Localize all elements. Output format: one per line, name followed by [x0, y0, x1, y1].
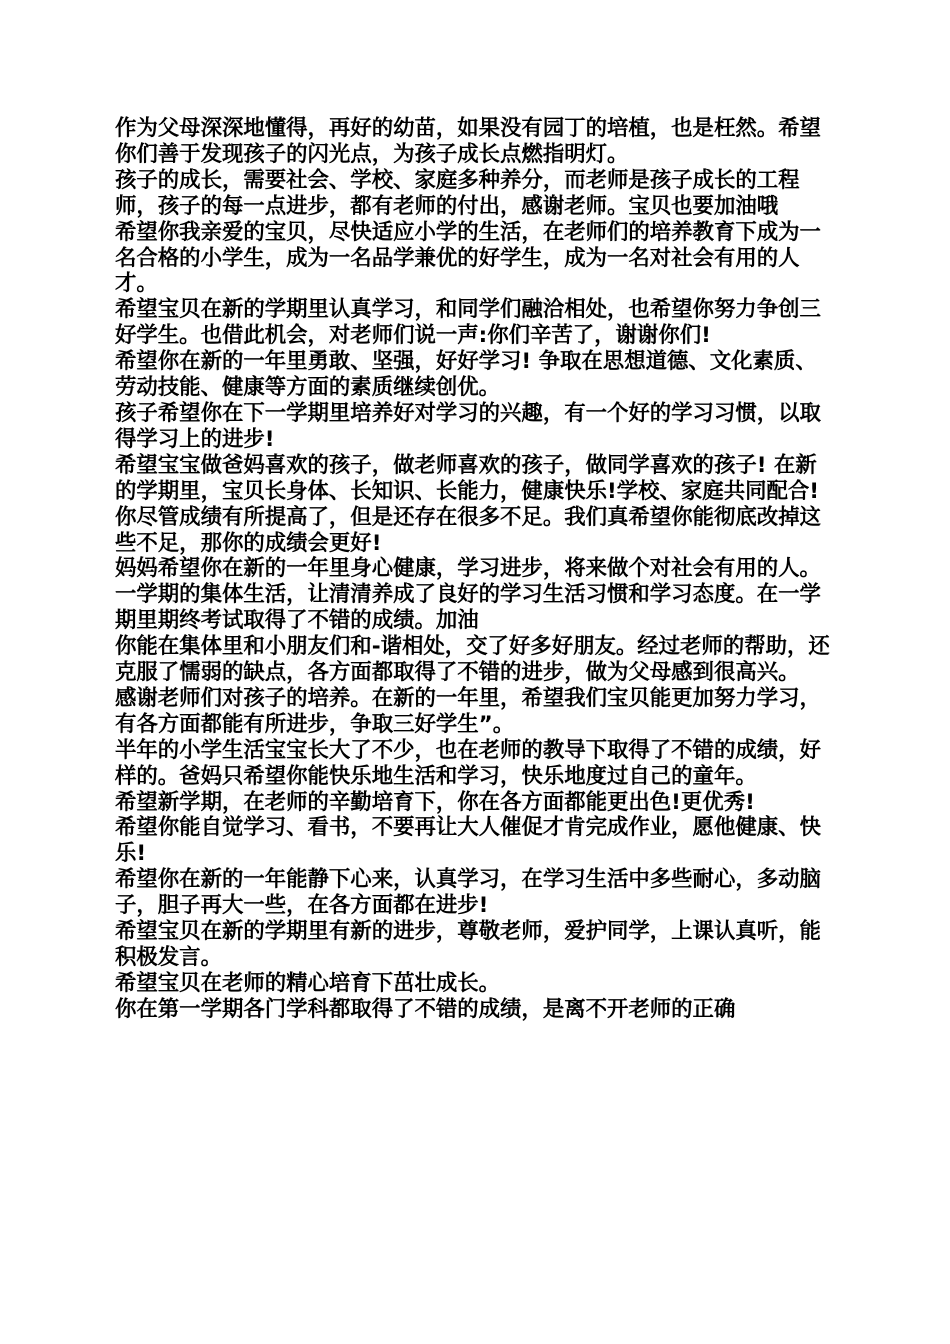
paragraph-9: 妈妈希望你在新的一年里身心健康，学习进步，将来做个对社会有用的人。 一学期的集体生活，让清清养成了良好的学习生活习惯和学习态度。在一学期里期终考试取得了不错的成绩。加油 — [115, 556, 821, 634]
paragraph-16: 希望宝贝在新的学期里有新的进步，尊敬老师，爱护同学，上课认真听，能积极发言。 — [115, 919, 821, 970]
paragraph-17: 希望宝贝在老师的精心培育下茁壮成长。 — [115, 970, 501, 996]
paragraph-8: 你尽管成绩有所提高了，但是还存在很多不足。我们真希望你能彻底改掉这些不足，那你的成绩会更好! — [115, 504, 821, 556]
paragraph-14: 希望你能自觉学习、看书，不要再让大人催促才肯完成作业，愿他健康、快乐! — [115, 815, 821, 867]
paragraph-6: 孩子希望你在下一学期里培养好对学习的兴趣，有一个好的学习习惯，以取得学习上的进步! — [115, 400, 821, 452]
paragraph-1: 作为父母深深地懂得，再好的幼苗，如果没有园丁的培植，也是枉然。希望你们善于发现孩子的闪光点，为孩子成长点燃指明灯。 — [115, 116, 821, 167]
paragraph-3: 希望你我亲爱的宝贝，尽快适应小学的生活，在老师们的培养教育下成为一名合格的小学生，成为一名品学兼优的好学生，成为一名对社会有用的人才。 — [115, 219, 821, 297]
paragraph-12: 半年的小学生活宝宝长大了不少，也在老师的教导下取得了不错的成绩，好样的。爸妈只希望你能快乐地生活和学习，快乐地度过自己的童年。 — [115, 737, 821, 789]
paragraph-2: 孩子的成长，需要社会、学校、家庭多种养分，而老师是孩子成长的工程师，孩子的每一点进步，都有老师的付出，感谢老师。宝贝也要加油哦 — [115, 167, 800, 219]
document-body — [115, 116, 837, 1023]
paragraph-11: 感谢老师们对孩子的培养。在新的一年里，希望我们宝贝能更加努力学习，有各方面都能有所进步，争取三好学生”。 — [115, 685, 821, 737]
paragraph-7: 希望宝宝做爸妈喜欢的孩子，做老师喜欢的孩子，做同学喜欢的孩子! 在新的学期里，宝贝长身体、长知识、长能力，健康快乐!学校、家庭共同配合! — [115, 452, 820, 504]
paragraph-5: 希望你在新的一年里勇敢、坚强，好好学习! 争取在思想道德、文化素质、劳动技能、健康等方面的素质继续创优。 — [115, 349, 817, 401]
paragraph-13: 希望新学期，在老师的辛勤培育下，你在各方面都能更出色!更优秀! — [115, 789, 755, 815]
paragraph-18: 你在第一学期各门学科都取得了不错的成绩，是离不开老师的正确 — [115, 996, 736, 1022]
paragraph-15: 希望你在新的一年能静下心来，认真学习，在学习生活中多些耐心，多动脑子，胆子再大一些，在各方面都在进步! — [115, 867, 821, 919]
paragraph-10: 你能在集体里和小朋友们和-谐相处，交了好多好朋友。经过老师的帮助，还克服了懦弱的缺点，各方面都取得了不错的进步，做为父母感到很高兴。 — [115, 634, 830, 686]
paragraph-4: 希望宝贝在新的学期里认真学习，和同学们融洽相处，也希望你努力争创三好学生。也借此机会，对老师们说一声:你们辛苦了，谢谢你们! — [115, 297, 821, 349]
